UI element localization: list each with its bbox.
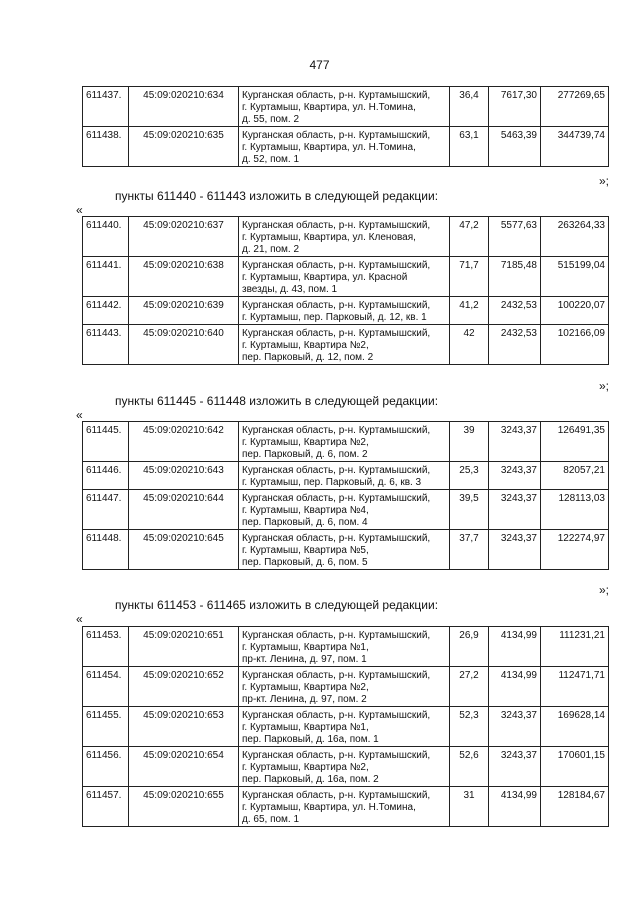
cadastral-number: 45:09:020210:637 — [129, 217, 239, 257]
area: 37,7 — [450, 530, 489, 570]
area: 41,2 — [450, 297, 489, 325]
unit-price: 3243,37 — [489, 490, 541, 530]
address-line: д. 52, пом. 1 — [242, 154, 300, 165]
closing-quote-1: »; — [598, 174, 609, 188]
area: 47,2 — [450, 217, 489, 257]
address-line: г. Куртамыш, пер. Парковый, д. 12, кв. 1 — [242, 312, 427, 323]
area: 52,3 — [450, 707, 489, 747]
address-line: г. Куртамыш, Квартира №2, — [242, 762, 369, 773]
address — [239, 787, 450, 827]
table-row — [83, 462, 609, 490]
item-number: 611448. — [83, 530, 129, 570]
table-row — [83, 422, 609, 462]
address — [239, 462, 450, 490]
registry-table-1 — [82, 86, 609, 167]
address-line: пер. Парковый, д. 6, пом. 2 — [242, 449, 368, 460]
address-line: г. Куртамыш, Квартира №2, — [242, 437, 369, 448]
item-number: 611455. — [83, 707, 129, 747]
address-line: г. Куртамыш, Квартира, ул. Н.Томина, — [242, 802, 416, 813]
address-line: г. Куртамыш, Квартира №2, — [242, 682, 369, 693]
cadastral-number: 45:09:020210:653 — [129, 707, 239, 747]
address — [239, 257, 450, 297]
table-row — [83, 787, 609, 827]
unit-price: 3243,37 — [489, 747, 541, 787]
address-line: Курганская область, р-н. Куртамышский, — [242, 630, 431, 641]
address — [239, 127, 450, 167]
address-line: Курганская область, р-н. Куртамышский, — [242, 710, 431, 721]
table-body — [83, 87, 609, 167]
area: 36,4 — [450, 87, 489, 127]
address-line: Курганская область, р-н. Куртамышский, — [242, 493, 431, 504]
area: 25,3 — [450, 462, 489, 490]
address — [239, 325, 450, 365]
table-row — [83, 490, 609, 530]
cadastral-number: 45:09:020210:652 — [129, 667, 239, 707]
cadastral-cost: 126491,35 — [541, 422, 609, 462]
cadastral-number: 45:09:020210:638 — [129, 257, 239, 297]
address-line: Курганская область, р-н. Куртамышский, — [242, 328, 431, 339]
address-line: пер. Парковый, д. 12, пом. 2 — [242, 352, 374, 363]
address-line: пр-кт. Ленина, д. 97, пом. 2 — [242, 694, 367, 705]
registry-table-4 — [82, 626, 609, 827]
address-line: д. 65, пом. 1 — [242, 814, 300, 825]
table-row — [83, 667, 609, 707]
unit-price: 3243,37 — [489, 462, 541, 490]
cadastral-number: 45:09:020210:644 — [129, 490, 239, 530]
address — [239, 530, 450, 570]
address-line: пер. Парковый, д. 16а, пом. 1 — [242, 734, 379, 745]
area: 63,1 — [450, 127, 489, 167]
address — [239, 627, 450, 667]
table-row — [83, 87, 609, 127]
address-line: г. Куртамыш, Квартира №4, — [242, 505, 369, 516]
address-line: г. Куртамыш, Квартира №5, — [242, 545, 369, 556]
address-line: пер. Парковый, д. 16а, пом. 2 — [242, 774, 379, 785]
address-line: Курганская область, р-н. Куртамышский, — [242, 533, 431, 544]
table-row — [83, 257, 609, 297]
address-line: пер. Парковый, д. 6, пом. 5 — [242, 557, 368, 568]
area: 39 — [450, 422, 489, 462]
cadastral-cost: 263264,33 — [541, 217, 609, 257]
page-number: 477 — [309, 58, 330, 72]
cadastral-cost: 170601,15 — [541, 747, 609, 787]
cadastral-cost: 102166,09 — [541, 325, 609, 365]
address — [239, 667, 450, 707]
address-line: г. Куртамыш, Квартира №1, — [242, 722, 369, 733]
address-line: Курганская область, р-н. Куртамышский, — [242, 750, 431, 761]
cadastral-number: 45:09:020210:655 — [129, 787, 239, 827]
area: 39,5 — [450, 490, 489, 530]
unit-price: 2432,53 — [489, 325, 541, 365]
cadastral-cost: 82057,21 — [541, 462, 609, 490]
address-line: Курганская область, р-н. Куртамышский, — [242, 425, 431, 436]
item-number: 611446. — [83, 462, 129, 490]
cadastral-number: 45:09:020210:645 — [129, 530, 239, 570]
item-number: 611437. — [83, 87, 129, 127]
cadastral-number: 45:09:020210:640 — [129, 325, 239, 365]
address-line: г. Куртамыш, Квартира, ул. Красной — [242, 272, 408, 283]
closing-quote-3: »; — [598, 583, 609, 597]
address-line: пер. Парковый, д. 6, пом. 4 — [242, 517, 368, 528]
unit-price: 4134,99 — [489, 627, 541, 667]
address-line: д. 55, пом. 2 — [242, 114, 300, 125]
cadastral-cost: 111231,21 — [541, 627, 609, 667]
address-line: г. Куртамыш, Квартира №1, — [242, 642, 369, 653]
item-number: 611454. — [83, 667, 129, 707]
cadastral-number: 45:09:020210:635 — [129, 127, 239, 167]
table-row — [83, 627, 609, 667]
cadastral-cost: 128184,67 — [541, 787, 609, 827]
address-line: г. Куртамыш, Квартира, ул. Н.Томина, — [242, 102, 416, 113]
address — [239, 297, 450, 325]
unit-price: 4134,99 — [489, 787, 541, 827]
amendment-intro-2: пункты 611445 - 611448 изложить в следующей редакции: — [115, 394, 439, 408]
unit-price: 5463,39 — [489, 127, 541, 167]
unit-price: 3243,37 — [489, 422, 541, 462]
area: 52,6 — [450, 747, 489, 787]
cadastral-cost: 122274,97 — [541, 530, 609, 570]
address-line: г. Куртамыш, Квартира, ул. Кленовая, — [242, 232, 416, 243]
item-number: 611438. — [83, 127, 129, 167]
cadastral-number: 45:09:020210:634 — [129, 87, 239, 127]
item-number: 611447. — [83, 490, 129, 530]
address-line: Курганская область, р-н. Куртамышский, — [242, 260, 431, 271]
cadastral-number: 45:09:020210:654 — [129, 747, 239, 787]
item-number: 611442. — [83, 297, 129, 325]
table-row — [83, 217, 609, 257]
cadastral-cost: 277269,65 — [541, 87, 609, 127]
address — [239, 217, 450, 257]
opening-quote-1: « — [76, 203, 83, 217]
registry-table-3 — [82, 421, 609, 570]
cadastral-cost: 515199,04 — [541, 257, 609, 297]
address — [239, 747, 450, 787]
cadastral-cost: 344739,74 — [541, 127, 609, 167]
opening-quote-3: « — [76, 612, 83, 626]
cadastral-cost: 128113,03 — [541, 490, 609, 530]
area: 42 — [450, 325, 489, 365]
area: 31 — [450, 787, 489, 827]
table-row — [83, 530, 609, 570]
address-line: г. Куртамыш, Квартира, ул. Н.Томина, — [242, 142, 416, 153]
address — [239, 707, 450, 747]
item-number: 611445. — [83, 422, 129, 462]
cadastral-cost: 112471,71 — [541, 667, 609, 707]
address-line: д. 21, пом. 2 — [242, 244, 300, 255]
address-line: Курганская область, р-н. Куртамышский, — [242, 220, 431, 231]
table-body — [83, 627, 609, 827]
table-row — [83, 707, 609, 747]
unit-price: 5577,63 — [489, 217, 541, 257]
address-line: Курганская область, р-н. Куртамышский, — [242, 130, 431, 141]
item-number: 611457. — [83, 787, 129, 827]
area: 71,7 — [450, 257, 489, 297]
address-line: Курганская область, р-н. Куртамышский, — [242, 670, 431, 681]
item-number: 611441. — [83, 257, 129, 297]
address-line: г. Куртамыш, пер. Парковый, д. 6, кв. 3 — [242, 477, 422, 488]
address-line: г. Куртамыш, Квартира №2, — [242, 340, 369, 351]
unit-price: 3243,37 — [489, 530, 541, 570]
unit-price: 7617,30 — [489, 87, 541, 127]
address-line: пр-кт. Ленина, д. 97, пом. 1 — [242, 654, 367, 665]
unit-price: 4134,99 — [489, 667, 541, 707]
address — [239, 490, 450, 530]
table-body — [83, 217, 609, 365]
item-number: 611456. — [83, 747, 129, 787]
item-number: 611440. — [83, 217, 129, 257]
area: 26,9 — [450, 627, 489, 667]
table-row — [83, 747, 609, 787]
opening-quote-2: « — [76, 408, 83, 422]
cadastral-cost: 169628,14 — [541, 707, 609, 747]
unit-price: 2432,53 — [489, 297, 541, 325]
address-line: Курганская область, р-н. Куртамышский, — [242, 300, 431, 311]
closing-quote-2: »; — [598, 379, 609, 393]
area: 27,2 — [450, 667, 489, 707]
cadastral-number: 45:09:020210:651 — [129, 627, 239, 667]
table-row — [83, 127, 609, 167]
item-number: 611453. — [83, 627, 129, 667]
cadastral-number: 45:09:020210:642 — [129, 422, 239, 462]
address — [239, 87, 450, 127]
registry-table-2 — [82, 216, 609, 365]
cadastral-cost: 100220,07 — [541, 297, 609, 325]
table-row — [83, 297, 609, 325]
item-number: 611443. — [83, 325, 129, 365]
table-body — [83, 422, 609, 570]
amendment-intro-3: пункты 611453 - 611465 изложить в следующей редакции: — [115, 598, 439, 612]
address-line: Курганская область, р-н. Куртамышский, — [242, 465, 431, 476]
table-row — [83, 325, 609, 365]
address-line: звезды, д. 43, пом. 1 — [242, 284, 338, 295]
address-line: Курганская область, р-н. Куртамышский, — [242, 90, 431, 101]
address — [239, 422, 450, 462]
amendment-intro-1: пункты 611440 - 611443 изложить в следующей редакции: — [115, 189, 439, 203]
cadastral-number: 45:09:020210:643 — [129, 462, 239, 490]
unit-price: 3243,37 — [489, 707, 541, 747]
cadastral-number: 45:09:020210:639 — [129, 297, 239, 325]
unit-price: 7185,48 — [489, 257, 541, 297]
address-line: Курганская область, р-н. Куртамышский, — [242, 790, 431, 801]
